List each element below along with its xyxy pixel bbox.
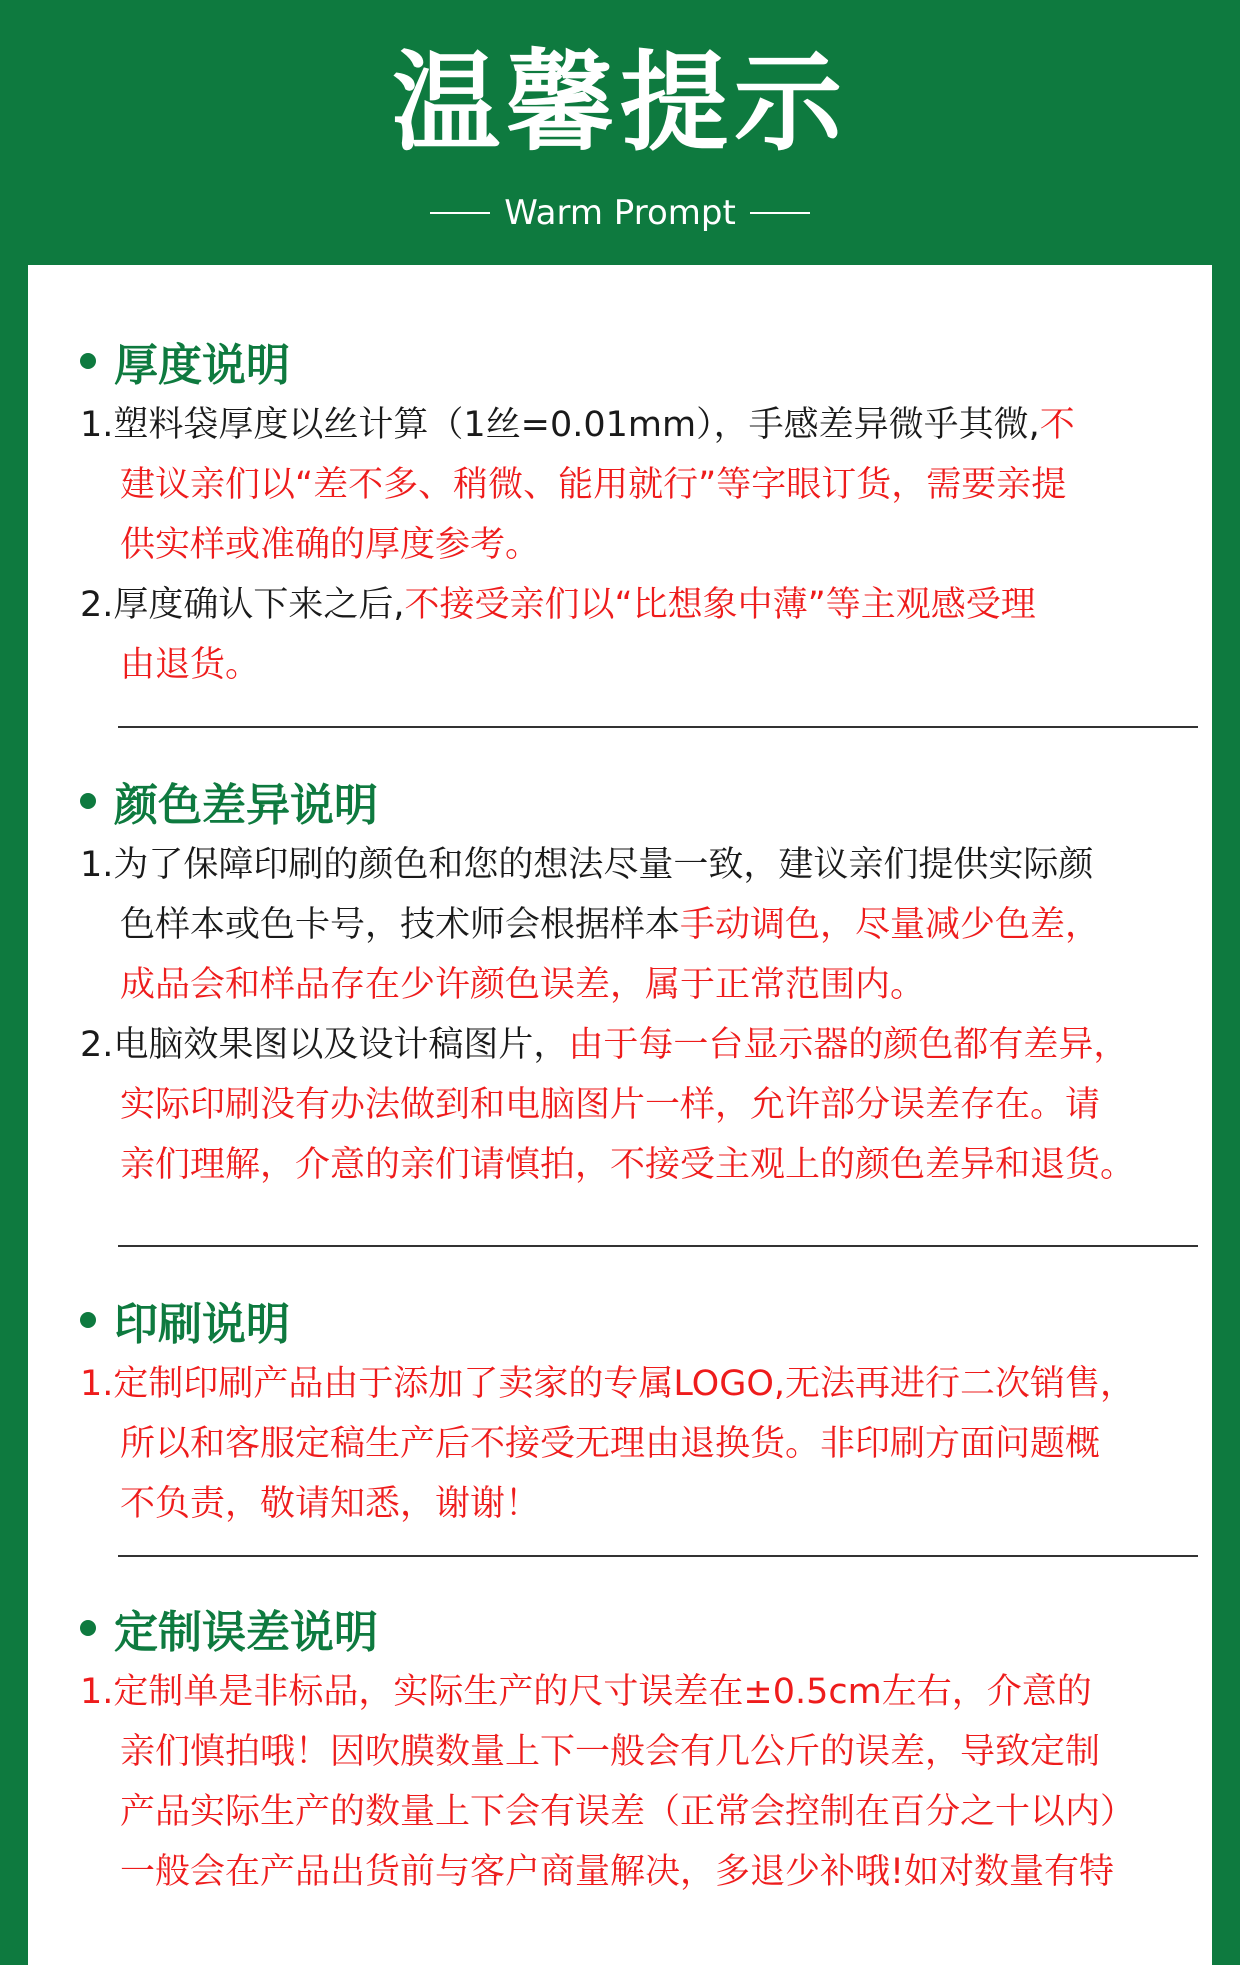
divider — [118, 726, 1198, 728]
bullet-dot-icon — [80, 1620, 96, 1636]
section-title — [80, 773, 1200, 829]
page-title: 温馨提示 — [391, 41, 848, 166]
divider — [118, 1555, 1198, 1557]
highlight-text: 1.定制印刷产品由于添加了卖家的专属LOGO,无法再进行二次销售， — [80, 1364, 1135, 1404]
notice-line — [80, 895, 1200, 955]
notice-line — [80, 455, 1200, 515]
section-title — [80, 1292, 1200, 1348]
section-title-text: 厚度说明 — [114, 340, 290, 391]
subtitle-rule-right — [750, 212, 810, 214]
notice-line — [80, 575, 1200, 635]
notice-line — [80, 515, 1200, 575]
notice-line — [80, 1662, 1200, 1722]
subtitle-text: Warm Prompt — [504, 193, 736, 233]
section-thickness — [80, 333, 1200, 695]
body-text: 2.电脑效果图以及设计稿图片， — [80, 1025, 569, 1065]
notice-line — [80, 1414, 1200, 1474]
section-custom-tolerance — [80, 1600, 1200, 1902]
section-title — [80, 1600, 1200, 1656]
subtitle-rule-left — [430, 212, 490, 214]
highlight-text: 实际印刷没有办法做到和电脑图片一样，允许部分误差存在。请 — [120, 1085, 1101, 1125]
section-printing — [80, 1292, 1200, 1534]
highlight-text: 由于每一台显示器的颜色都有差异， — [568, 1025, 1129, 1065]
notice-card — [28, 265, 1212, 1965]
notice-item — [80, 395, 1200, 575]
body-text: 色样本或色卡号，技术师会根据样本 — [120, 905, 681, 945]
highlight-text: 所以和客服定稿生产后不接受无理由退换货。非印刷方面问题概 — [120, 1424, 1101, 1464]
divider — [118, 1245, 1198, 1247]
section-title-text: 颜色差异说明 — [114, 780, 378, 831]
notice-item — [80, 1662, 1200, 1902]
notice-item — [80, 835, 1200, 1015]
notice-line — [80, 1015, 1200, 1075]
highlight-text: 供实样或准确的厚度参考。 — [120, 525, 541, 565]
bullet-dot-icon — [80, 353, 96, 369]
highlight-text: 不负责，敬请知悉，谢谢！ — [120, 1484, 541, 1524]
notice-line — [80, 835, 1200, 895]
bullet-dot-icon — [80, 793, 96, 809]
highlight-text: 不 — [1039, 405, 1075, 445]
highlight-text: 产品实际生产的数量上下会有误差（正常会控制在百分之十以内） — [120, 1792, 1136, 1832]
notice-line — [80, 1782, 1200, 1842]
highlight-text: 亲们理解，介意的亲们请慎拍，不接受主观上的颜色差异和退货。 — [120, 1145, 1136, 1185]
highlight-text: 不接受亲们以“比想象中薄”等主观感受理 — [404, 585, 1036, 625]
highlight-text: 由退货。 — [120, 645, 261, 685]
highlight-text: 一般会在产品出货前与客户商量解决，多退少补哦!如对数量有特 — [120, 1852, 1115, 1892]
bullet-dot-icon — [80, 1312, 96, 1328]
notice-line — [80, 1842, 1200, 1902]
body-text: 1.塑料袋厚度以丝计算（1丝=0.01mm），手感差异微乎其微, — [80, 405, 1040, 445]
section-title — [80, 333, 1200, 389]
notice-line — [80, 1075, 1200, 1135]
notice-line — [80, 1354, 1200, 1414]
highlight-text: 建议亲们以“差不多、稍微、能用就行”等字眼订货，需要亲提 — [120, 465, 1067, 505]
notice-item — [80, 1015, 1200, 1195]
notice-line — [80, 395, 1200, 455]
header — [0, 0, 1240, 262]
notice-line — [80, 1474, 1200, 1534]
section-title-text: 定制误差说明 — [114, 1607, 378, 1658]
highlight-text: 亲们慎拍哦！因吹膜数量上下一般会有几公斤的误差，导致定制 — [120, 1732, 1101, 1772]
body-text: 2.厚度确认下来之后, — [80, 585, 405, 625]
body-text: 1.为了保障印刷的颜色和您的想法尽量一致，建议亲们提供实际颜 — [80, 845, 1094, 885]
page-subtitle — [0, 193, 1240, 233]
notice-item — [80, 575, 1200, 695]
section-color-difference — [80, 773, 1200, 1195]
notice-line — [80, 955, 1200, 1015]
notice-line — [80, 635, 1200, 695]
notice-line — [80, 1135, 1200, 1195]
highlight-text: 手动调色，尽量减少色差， — [680, 905, 1101, 945]
highlight-text: 1.定制单是非标品，实际生产的尺寸误差在±0.5cm左右，介意的 — [80, 1672, 1092, 1712]
notice-line — [80, 1722, 1200, 1782]
highlight-text: 成品会和样品存在少许颜色误差，属于正常范围内。 — [120, 965, 926, 1005]
notice-item — [80, 1354, 1200, 1534]
section-title-text: 印刷说明 — [114, 1299, 290, 1350]
